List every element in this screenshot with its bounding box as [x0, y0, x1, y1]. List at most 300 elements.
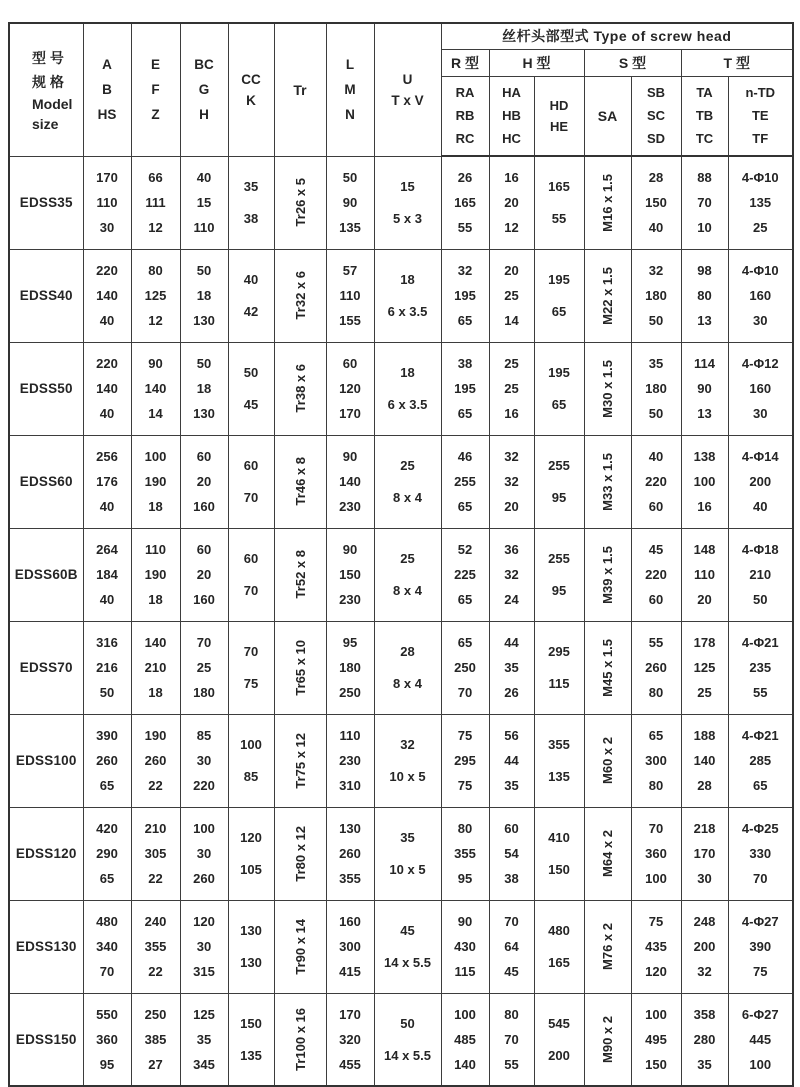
value: 256 [96, 448, 118, 464]
value: 100 [193, 820, 215, 836]
value: 18 [148, 685, 163, 701]
value: 18 [400, 365, 415, 380]
value: 125 [193, 1006, 215, 1022]
value: 20 [504, 262, 519, 278]
cell-ta [681, 342, 728, 435]
value: 40 [99, 499, 115, 515]
header-label: SD [646, 131, 666, 147]
cell-h [489, 528, 534, 621]
value: 150 [548, 862, 570, 877]
cell-u [374, 807, 441, 900]
header-label: Tr [293, 81, 307, 98]
cell-ntd [728, 993, 793, 1086]
value: 65 [551, 397, 567, 412]
value: 44 [504, 634, 519, 650]
value: 36 [504, 541, 519, 557]
value: 160 [193, 499, 215, 515]
value: 210 [749, 566, 772, 582]
cell-u [374, 714, 441, 807]
value: 25 [504, 287, 519, 303]
value: 300 [339, 938, 361, 954]
cell-u [374, 342, 441, 435]
value: 90 [457, 913, 473, 929]
cell-e [131, 900, 180, 993]
value: 190 [144, 473, 167, 489]
value: 65 [753, 778, 768, 794]
value: 26 [504, 685, 519, 701]
value: 44 [504, 752, 519, 768]
value: 50 [753, 592, 768, 608]
value: 50 [243, 365, 259, 380]
cell-bc [180, 156, 228, 249]
value: 140 [339, 473, 361, 489]
cell-a [83, 528, 131, 621]
value: 140 [96, 287, 118, 303]
vertical-value: M45 x 1.5 [600, 638, 615, 697]
header-col-ntd-te-tf [728, 76, 793, 156]
cell-ta [681, 156, 728, 249]
value: 130 [193, 406, 215, 422]
value: 95 [551, 583, 567, 598]
value: 495 [645, 1031, 667, 1047]
header-col-cc-k [228, 23, 274, 156]
cell-tr [274, 249, 326, 342]
model-name: EDSS35 [9, 156, 83, 249]
cell-bc [180, 900, 228, 993]
value: 18 [196, 380, 212, 396]
header-label: HS [97, 107, 117, 123]
cell-ta [681, 993, 728, 1086]
value: 98 [697, 262, 712, 278]
value: 15 [196, 194, 212, 210]
value: 28 [648, 170, 664, 186]
value: 30 [697, 871, 712, 887]
cell-ntd [728, 900, 793, 993]
value: 70 [504, 1031, 519, 1047]
value: 45 [243, 397, 259, 412]
value: 355 [144, 938, 167, 954]
value: 20 [697, 592, 712, 608]
value: 40 [648, 448, 664, 464]
value: 190 [144, 566, 167, 582]
value: 60 [196, 448, 212, 464]
value: 188 [693, 727, 716, 743]
value: 195 [548, 365, 570, 380]
value: 65 [457, 634, 473, 650]
value: 16 [504, 170, 519, 186]
cell-ta [681, 249, 728, 342]
header-label: T x V [391, 92, 424, 108]
value: 100 [749, 1056, 772, 1072]
cell-bc [180, 807, 228, 900]
vertical-value: M64 x 2 [600, 830, 615, 877]
value: 32 [697, 964, 712, 980]
cell-ntd [728, 249, 793, 342]
value: 200 [693, 938, 716, 954]
value: 165 [548, 179, 570, 195]
value: 148 [693, 541, 716, 557]
value: 170 [96, 169, 118, 185]
value: 135 [749, 195, 772, 211]
cell-u [374, 900, 441, 993]
cell-cc [228, 993, 274, 1086]
value: 65 [551, 304, 567, 319]
screw-head-spec-table [8, 22, 794, 1087]
value: 110 [145, 541, 166, 557]
value: 90 [697, 380, 712, 396]
value: 13 [697, 406, 712, 422]
header-r-type [441, 49, 489, 76]
value: 6 x 3.5 [387, 397, 428, 412]
value: 18 [196, 287, 212, 303]
value: 65 [99, 778, 115, 794]
value: 435 [645, 938, 667, 954]
value: 260 [96, 752, 118, 768]
cell-u [374, 993, 441, 1086]
cell-u [374, 435, 441, 528]
value: 95 [342, 634, 358, 650]
vertical-value: M60 x 2 [600, 737, 615, 784]
cell-tr [274, 156, 326, 249]
cell-u [374, 528, 441, 621]
value: 316 [96, 634, 118, 650]
value: 360 [96, 1031, 118, 1047]
cell-a [83, 156, 131, 249]
value: 70 [457, 685, 473, 701]
cell-cc [228, 528, 274, 621]
header-label: RA [455, 85, 475, 101]
value: 110 [193, 220, 215, 236]
header-t-type [681, 49, 793, 76]
cell-h [489, 714, 534, 807]
cell-ntd [728, 714, 793, 807]
table-body [9, 156, 793, 1086]
cell-e [131, 342, 180, 435]
value: 255 [454, 473, 476, 489]
value: 14 [504, 313, 519, 329]
vertical-value: Tr38 x 6 [292, 364, 308, 413]
value: 225 [454, 566, 476, 582]
cell-sa [584, 156, 631, 249]
value: 320 [339, 1031, 361, 1047]
value: 315 [193, 964, 215, 980]
cell-hd [534, 156, 584, 249]
value: 18 [400, 272, 415, 287]
value: 111 [145, 194, 166, 210]
cell-ntd [728, 342, 793, 435]
value: 176 [96, 473, 118, 489]
header-model-size-line: size [32, 115, 59, 132]
header-col-l-m-n [326, 23, 374, 156]
value: 130 [339, 820, 361, 836]
value: 32 [504, 566, 519, 582]
header-label: SB [646, 85, 666, 101]
header-col-tr [274, 23, 326, 156]
value: 260 [193, 871, 215, 887]
value: 30 [196, 845, 212, 861]
value: 140 [144, 634, 167, 650]
value: 255 [548, 458, 570, 473]
vertical-value: M30 x 1.5 [600, 359, 615, 418]
cell-h [489, 342, 534, 435]
cell-hd [534, 528, 584, 621]
value: 105 [240, 862, 262, 877]
cell-sa [584, 714, 631, 807]
vertical-value: Tr32 x 6 [292, 271, 308, 320]
value: 100 [693, 473, 716, 489]
value: 32 [457, 262, 473, 278]
value: 230 [339, 499, 361, 515]
cell-l [326, 342, 374, 435]
cell-ntd [728, 528, 793, 621]
value: 295 [548, 644, 570, 659]
cell-tr [274, 342, 326, 435]
value: 70 [243, 490, 259, 505]
value: 38 [504, 871, 519, 887]
cell-sb [631, 993, 681, 1086]
cell-tr [274, 621, 326, 714]
header-label: n-TD [745, 85, 776, 101]
value: 52 [457, 541, 473, 557]
value: 305 [144, 845, 167, 861]
model-name: EDSS100 [9, 714, 83, 807]
cell-ntd [728, 807, 793, 900]
cell-hd [534, 249, 584, 342]
value: 70 [753, 871, 768, 887]
value: 250 [339, 685, 361, 701]
value: 95 [99, 1056, 115, 1072]
value: 25 [400, 551, 415, 566]
value: 14 x 5.5 [384, 955, 431, 970]
cell-sa [584, 900, 631, 993]
header-label: CC [241, 71, 261, 87]
cell-sa [584, 435, 631, 528]
header-col-ta-tb-tc [681, 76, 728, 156]
cell-tr [274, 528, 326, 621]
header-label: SC [646, 108, 666, 124]
value: 285 [749, 752, 772, 768]
cell-a [83, 993, 131, 1086]
value: 150 [645, 1056, 667, 1072]
vertical-value: Tr75 x 12 [292, 732, 308, 789]
header-label: TE [751, 108, 769, 124]
value: 195 [454, 287, 476, 303]
value: 75 [457, 778, 473, 794]
value: 135 [240, 1047, 262, 1063]
value: 80 [457, 820, 473, 836]
value: 165 [548, 955, 570, 970]
value: 64 [504, 938, 519, 954]
cell-r [441, 156, 489, 249]
value: 115 [454, 964, 476, 980]
value: 20 [196, 473, 212, 489]
cell-sb [631, 714, 681, 807]
value: 32 [400, 737, 415, 752]
value: 218 [693, 820, 716, 836]
value: 255 [548, 551, 570, 566]
value: 5 x 3 [393, 211, 422, 226]
header-label: TC [695, 131, 714, 147]
value: 22 [148, 871, 163, 887]
cell-r [441, 807, 489, 900]
header-col-sb-sc-sd [631, 76, 681, 156]
value: 85 [196, 727, 212, 743]
value: 100 [645, 871, 667, 887]
value: 25 [400, 458, 415, 473]
value: 160 [339, 913, 361, 929]
value: 130 [193, 313, 215, 329]
value: 35 [243, 179, 259, 194]
value: 45 [648, 541, 664, 557]
header-model-size-line: Model [32, 95, 73, 112]
type-label: H 型 [522, 54, 551, 71]
value: 415 [339, 964, 361, 980]
value: 25 [753, 220, 768, 236]
header-label: H [199, 107, 209, 123]
value: 90 [148, 355, 163, 371]
model-name: EDSS60 [9, 435, 83, 528]
value: 95 [551, 490, 567, 505]
header-label: A [102, 57, 112, 73]
value: 35 [648, 355, 664, 371]
value: 50 [196, 262, 212, 278]
value: 180 [645, 287, 667, 303]
header-label: K [246, 92, 256, 108]
value: 210 [144, 659, 167, 675]
header-label: TF [752, 131, 769, 147]
table-row [9, 342, 793, 435]
value: 150 [645, 195, 667, 211]
value: 220 [96, 262, 118, 278]
cell-r [441, 528, 489, 621]
value: 45 [400, 923, 415, 938]
value: 80 [148, 262, 163, 278]
cell-a [83, 435, 131, 528]
cell-sb [631, 621, 681, 714]
value: 70 [697, 195, 712, 211]
header-label: L [345, 57, 355, 73]
cell-e [131, 156, 180, 249]
value: 180 [193, 685, 215, 701]
cell-r [441, 900, 489, 993]
cell-h [489, 156, 534, 249]
value: 385 [144, 1031, 167, 1047]
value: 4-Φ25 [741, 820, 779, 836]
cell-r [441, 993, 489, 1086]
value: 95 [457, 871, 473, 887]
value: 355 [454, 845, 476, 861]
header-model-size-line: 型 号 [32, 49, 64, 66]
cell-ta [681, 714, 728, 807]
value: 35 [504, 659, 519, 675]
cell-ntd [728, 156, 793, 249]
value: 4-Φ21 [741, 634, 779, 650]
cell-h [489, 435, 534, 528]
value: 8 x 4 [393, 676, 422, 691]
value: 195 [454, 380, 476, 396]
value: 90 [342, 448, 358, 464]
value: 80 [648, 685, 664, 701]
table-row [9, 807, 793, 900]
vertical-value: M39 x 1.5 [600, 545, 615, 604]
value: 25 [697, 685, 712, 701]
vertical-value: Tr90 x 14 [292, 918, 308, 975]
value: 27 [148, 1056, 163, 1072]
cell-l [326, 807, 374, 900]
value: 190 [144, 727, 167, 743]
value: 170 [693, 845, 716, 861]
value: 75 [457, 727, 473, 743]
value: 40 [243, 272, 259, 287]
value: 18 [148, 592, 163, 608]
value: 545 [548, 1015, 570, 1031]
value: 216 [96, 659, 118, 675]
value: 55 [504, 1056, 519, 1072]
value: 14 x 5.5 [384, 1047, 431, 1063]
cell-ta [681, 621, 728, 714]
value: 150 [339, 566, 361, 582]
vertical-value: M90 x 2 [600, 1015, 615, 1063]
value: 50 [342, 169, 358, 185]
value: 80 [504, 1006, 519, 1022]
table-row [9, 714, 793, 807]
cell-e [131, 435, 180, 528]
cell-cc [228, 807, 274, 900]
header-label: N [345, 107, 355, 123]
header-screw-head-title [441, 23, 793, 49]
value: 30 [196, 752, 212, 768]
value: 55 [648, 634, 664, 650]
header-col-hd-he [534, 76, 584, 156]
value: 250 [454, 659, 476, 675]
value: 60 [243, 458, 259, 473]
value: 125 [144, 287, 167, 303]
table-row [9, 435, 793, 528]
value: 16 [504, 406, 519, 422]
cell-cc [228, 249, 274, 342]
cell-l [326, 249, 374, 342]
cell-sb [631, 249, 681, 342]
value: 30 [196, 938, 212, 954]
cell-e [131, 993, 180, 1086]
cell-r [441, 714, 489, 807]
value: 60 [243, 551, 259, 566]
cell-bc [180, 714, 228, 807]
cell-sb [631, 900, 681, 993]
value: 70 [99, 964, 115, 980]
value: 50 [648, 406, 664, 422]
cell-e [131, 621, 180, 714]
vertical-value: M76 x 2 [600, 923, 615, 970]
header-label: HD [549, 97, 569, 113]
value: 22 [148, 778, 163, 794]
value: 55 [457, 220, 473, 236]
cell-r [441, 435, 489, 528]
cell-cc [228, 621, 274, 714]
value: 295 [454, 752, 476, 768]
value: 300 [645, 752, 667, 768]
header-col-bc-g-h [180, 23, 228, 156]
cell-ta [681, 900, 728, 993]
value: 445 [749, 1031, 772, 1047]
vertical-value: M33 x 1.5 [600, 452, 615, 511]
value: 70 [504, 913, 519, 929]
cell-h [489, 249, 534, 342]
value: 230 [339, 752, 361, 768]
cell-l [326, 993, 374, 1086]
value: 55 [551, 211, 567, 227]
value: 70 [243, 583, 259, 598]
